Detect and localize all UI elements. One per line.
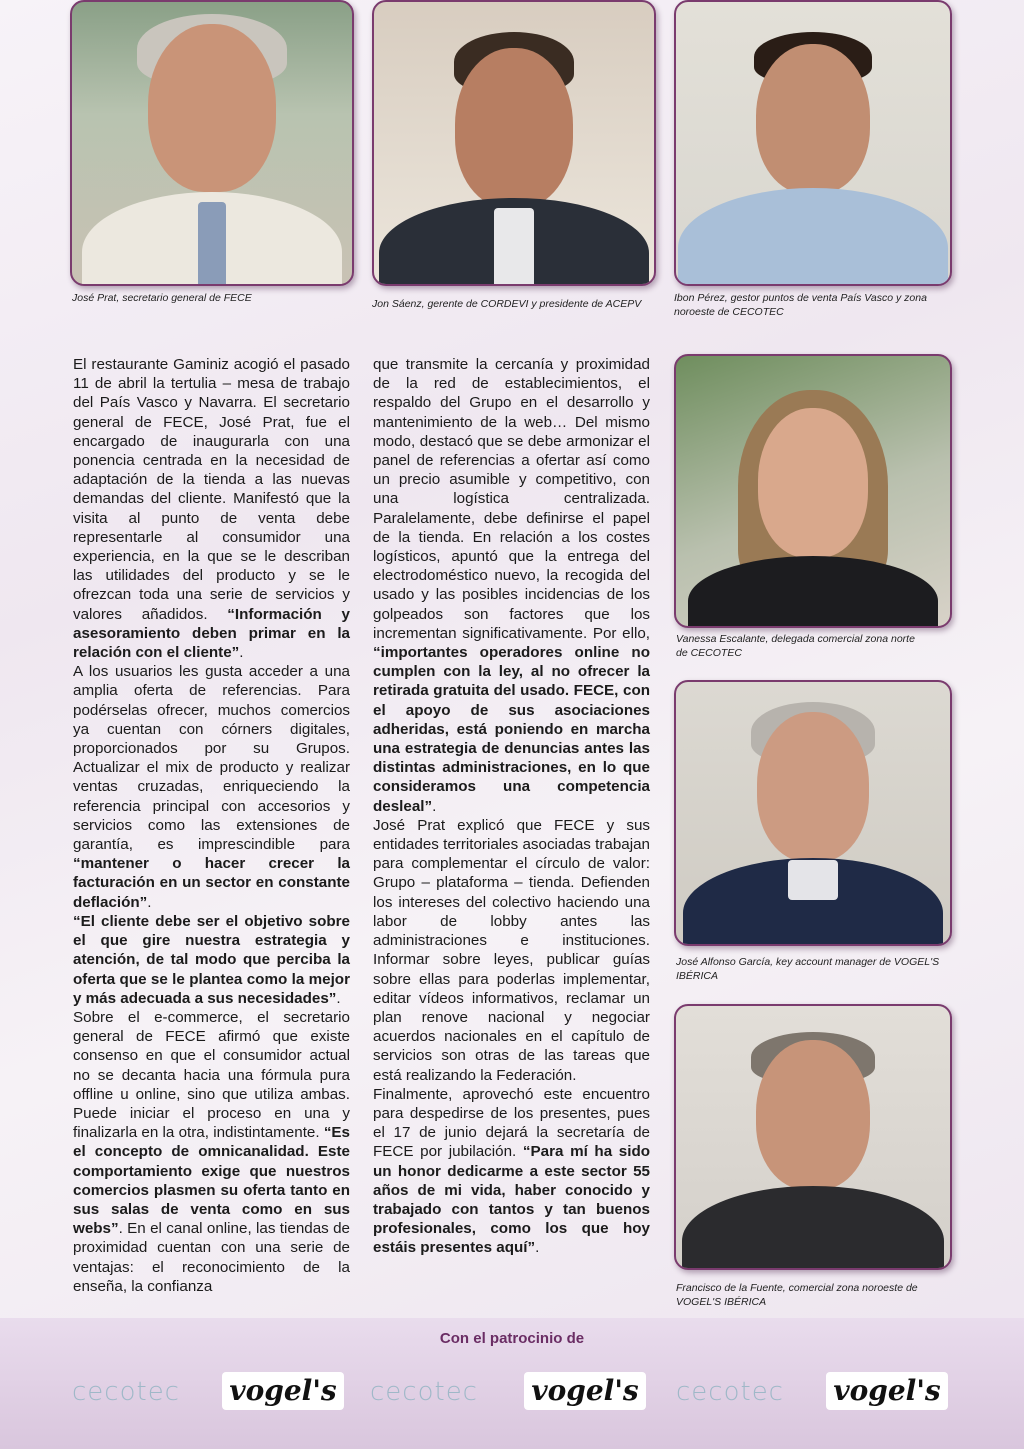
caption-francisco-de-la-fuente: Francisco de la Fuente, comercial zona noroeste de VOGEL'S IBÉRICA — [676, 1282, 918, 1308]
quote-text: “Información y asesoramiento deben primar en la relación con el cliente” — [73, 605, 350, 662]
quote-text: “importantes operadores online no cumplen con la ley, al no ofrecer la retirada gratuita del usado. FECE, con el apoyo de sus asociaciones adheridas, está poniendo en marcha una estrategia de denuncias antes las distintas administraciones, en lo que consideramos una competencia desleal” — [373, 644, 650, 815]
caption-vanessa-escalante: Vanessa Escalante, delegada comercial zona norte de CECOTEC — [676, 633, 915, 659]
body-text: . — [432, 797, 437, 815]
quote-text: “mantener o hacer crecer la facturación en un sector en constante deflación” — [73, 855, 350, 911]
photo-vanessa-escalante — [674, 354, 952, 628]
vogels-logo: vogel's — [826, 1372, 948, 1410]
article-column-2 — [373, 355, 650, 1258]
photo-francisco-de-la-fuente — [674, 1004, 952, 1270]
article-column-1 — [73, 355, 350, 1296]
body-text: José Prat explicó que FECE y sus entidades territoriales asociadas trabajan para complementar el círculo de valor: Grupo – plataforma – tienda. Defienden los intereses del colectivo haciendo una labor de lobby antes las administraciones e instituciones. Informar sobre leyes, publicar guías sobre ellas para poderlas implementar, editar vídeos informativos, reclamar un plan renove nacional y negociar acuerdos nacionales en el capítulo de servicios son otras de las tareas que está realizando la Federación. — [373, 816, 650, 1084]
quote-text: “El cliente debe ser el objetivo sobre el que gire nuestra estrategia y atención, de tal modo que perciba la oferta que se le plantea como la mejor y más adecuada a sus necesidades” — [73, 912, 350, 1007]
body-text: El restaurante Gaminiz acogió el pasado 11 de abril la tertulia – mesa de trabajo del País Vasco y Navarra. El secretario general de FECE, José Prat, fue el encargado de inaugurarla con una ponencia centrada en la necesidad de adaptación de la tienda a las nuevas demandas del cliente. Manifestó que la visita al punto de venta debe representarle al consumidor una experiencia, en la que se le describan las utilidades del producto y se le ofrezcan toda una serie de servicios y valores añadidos. — [73, 356, 350, 623]
quote-text: “Es el concepto de omnicanalidad. Este comportamiento exige que nuestros comercios plasmen su oferta tanto en sus salas de venta como en sus webs” — [73, 1124, 350, 1238]
photo-ibon-perez — [674, 0, 952, 286]
body-text: . — [147, 893, 152, 911]
body-text: . En el canal online, las tiendas de proximidad cuentan con una serie de ventajas: el reconocimiento de la enseña, la confianza — [73, 1220, 350, 1295]
caption-jose-prat: José Prat, secretario general de FECE — [72, 292, 252, 304]
body-text: A los usuarios les gusta acceder a una amplia oferta de referencias. Para podérselas ofrecer, muchos comercios ya cuentan con córners digitales, proporcionados por su Grupos. Actualizar el mix de producto y realizar ventas cruzadas, enriqueciendo la referencia principal con accesorios y servicios como las extensiones de garantía, es imprescindible para — [73, 663, 350, 854]
cecotec-logo: cecotec — [676, 1377, 784, 1407]
body-text: . — [239, 644, 244, 662]
vogels-logo: vogel's — [524, 1372, 646, 1410]
photo-jose-prat — [70, 0, 354, 286]
cecotec-logo: cecotec — [72, 1377, 180, 1407]
body-text: Sobre el e-commerce, el secretario general de FECE afirmó que existe consenso en que el consumidor actual no se decanta hacia una fórmula pura offline u online, sino que utiliza ambas. Puede iniciar el proceso en una y finalizarla en la otra, indistintamente. — [73, 1008, 350, 1142]
photo-jose-alfonso-garcia — [674, 680, 952, 946]
cecotec-logo: cecotec — [370, 1377, 478, 1407]
body-text: Finalmente, aprovechó este encuentro para despedirse de los presentes, pues el 17 de junio dejará la secretaría de FECE por jubilación. — [373, 1085, 650, 1161]
caption-jose-alfonso-garcia: José Alfonso García, key account manager de VOGEL'S IBÉRICA — [676, 956, 940, 982]
body-text: . — [535, 1239, 540, 1257]
quote-text: “Para mí ha sido un honor dedicarme a este sector 55 años de mi vida, haber conocido y trabajado con tantos y tan buenos profesionales, como los que hoy estáis presentes aquí” — [373, 1143, 650, 1257]
body-text: . — [336, 989, 341, 1007]
caption-ibon-perez: Ibon Pérez, gestor puntos de venta País Vasco y zona noroeste de CECOTEC — [674, 292, 927, 318]
sponsor-title: Con el patrocinio de — [439, 1330, 585, 1347]
caption-jon-saenz: Jon Sáenz, gerente de CORDEVI y presidente de ACEPV — [372, 298, 642, 310]
vogels-logo: vogel's — [222, 1372, 344, 1410]
body-text: que transmite la cercanía y proximidad de la red de establecimientos, el respaldo del Grupo en el desarrollo y mantenimiento de la web… Del mismo modo, destacó que se debe armonizar el panel de referencias a ofertar así como un precio asumible y competitivo, con una logística centralizada. Paralelamente, debe definirse el papel de la tienda. En relación a los costes logísticos, apuntó que la entrega del electrodoméstico nuevo, la recogida del usado y las posibles incidencias de los golpeados son factores que los incrementan significativamente. Por ello, — [373, 356, 650, 642]
photo-jon-saenz — [372, 0, 656, 286]
